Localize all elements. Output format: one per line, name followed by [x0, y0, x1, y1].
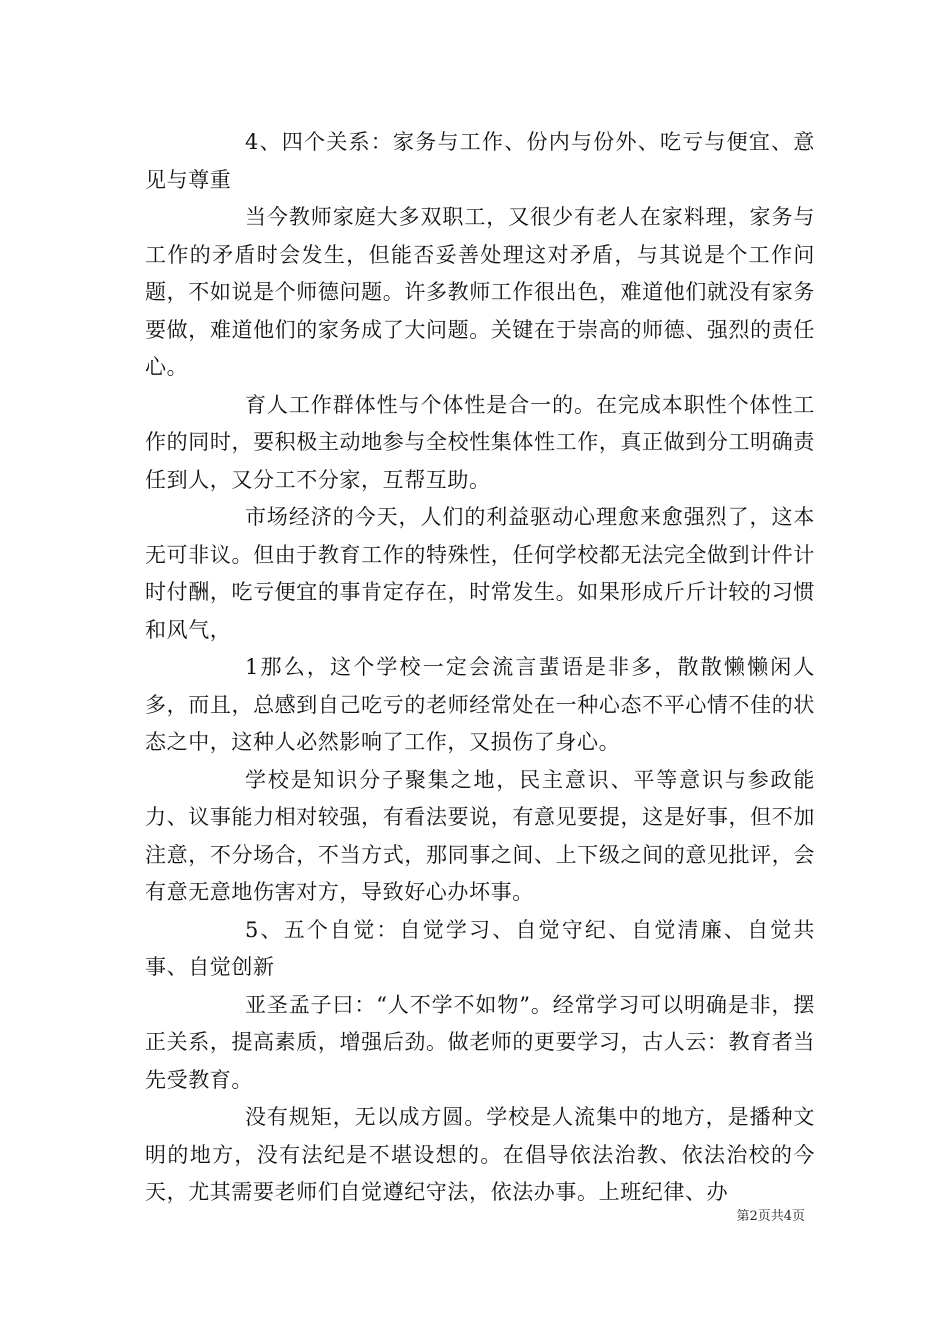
paragraph-discipline: 没有规矩，无以成方圆。学校是人流集中的地方，是播种文明的地方，没有法纪是不堪设想的。在倡导依法治教、依法治校的今天，尤其需要老师们自觉遵纪守法，依法办事。上班纪律、办: [145, 1105, 815, 1204]
section-heading-four-relations: 4、四个关系：家务与工作、份内与份外、吃亏与便宜、意见与尊重: [145, 130, 815, 192]
document-body: [145, 124, 815, 1212]
page-footer-page-number: 第2页共4页: [736, 1209, 805, 1224]
paragraph-consequences: 1那么，这个学校一定会流言蜚语是非多，散散懒懒闲人多，而且，总感到自己吃亏的老师经常处在一种心态不平心情不佳的状态之中，这种人必然影响了工作，又损伤了身心。: [145, 655, 815, 754]
paragraph-housework-and-work: 当今教师家庭大多双职工，又很少有老人在家料理，家务与工作的矛盾时会发生，但能否妥善处理这对矛盾，与其说是个工作问题，不如说是个师德问题。许多教师工作很出色，难道他们就没有家务要做，难道他们的家务成了大问题。关键在于崇高的师德、强烈的责任心。: [145, 205, 815, 379]
paragraph-collective-work: 育人工作群体性与个体性是合一的。在完成本职性个体性工作的同时，要积极主动地参与全校性集体性工作，真正做到分工明确责任到人，又分工不分家，互帮互助。: [145, 392, 815, 492]
paragraph-opinions-and-respect: 学校是知识分子聚集之地，民主意识、平等意识与参政能力、议事能力相对较强，有看法要说，有意见要提，这是好事，但不加注意，不分场合，不当方式，那同事之间、上下级之间的意见批评，会有意无意地伤害对方，导致好心办坏事。: [145, 767, 815, 904]
paragraph-market-economy: 市场经济的今天，人们的利益驱动心理愈来愈强烈了，这本无可非议。但由于教育工作的特殊性，任何学校都无法完全做到计件计时付酬，吃亏便宜的事肯定存在，时常发生。如果形成斤斤计较的习惯和风气，: [145, 505, 815, 642]
paragraph-study: 亚圣孟子曰：“人不学不如物”。经常学习可以明确是非，摆正关系，提高素质，增强后劲。做老师的更要学习，古人云：教育者当先受教育。: [145, 992, 815, 1092]
section-heading-five-consciousness: 5、五个自觉：自觉学习、自觉守纪、自觉清廉、自觉共事、自觉创新: [145, 917, 815, 979]
